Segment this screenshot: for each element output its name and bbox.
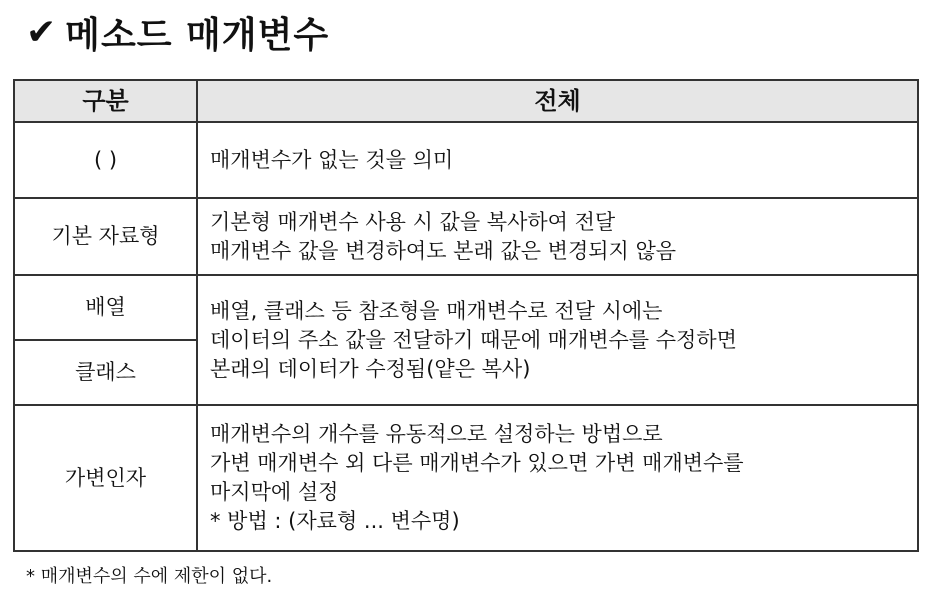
header-description: 전체 — [197, 80, 918, 122]
description-line: 가변 매개변수 외 다른 매개변수가 있으면 가변 매개변수를 — [210, 451, 744, 475]
header-category: 구분 — [14, 80, 197, 122]
row-category: 배열 — [14, 275, 197, 340]
checkmark-icon: ✔ — [26, 11, 58, 53]
table-row — [14, 122, 918, 198]
table-row — [14, 405, 918, 551]
row-category: 클래스 — [14, 340, 197, 405]
row-category: ( ) — [14, 122, 197, 198]
row-category: 가변인자 — [14, 405, 197, 551]
description-line: 매개변수 값을 변경하여도 본래 값은 변경되지 않음 — [210, 238, 677, 263]
footnote: * 매개변수의 수에 제한이 없다. — [26, 566, 273, 587]
description-line: 데이터의 주소 값을 전달하기 때문에 매개변수를 수정하면 — [210, 327, 737, 352]
description-line: 배열, 클래스 등 참조형을 매개변수로 전달 시에는 — [210, 298, 663, 323]
table-row — [14, 275, 918, 340]
row-description — [197, 405, 918, 551]
page-title — [26, 4, 329, 60]
page-title-text: 메소드 매개변수 — [65, 14, 330, 56]
method-parameter-table — [13, 79, 919, 552]
row-description — [197, 275, 918, 405]
row-description — [197, 198, 918, 275]
description-line: * 방법 : (자료형 ... 변수명) — [210, 509, 460, 533]
table-header-row — [14, 80, 918, 122]
row-category: 기본 자료형 — [14, 198, 197, 275]
description-line: 매개변수의 개수를 유동적으로 설정하는 방법으로 — [210, 422, 663, 446]
table-row — [14, 198, 918, 275]
description-line: 본래의 데이터가 수정됨(얕은 복사) — [210, 356, 531, 381]
description-line: 마지막에 설정 — [210, 480, 339, 504]
description-line: 기본형 매개변수 사용 시 값을 복사하여 전달 — [210, 209, 616, 234]
description-line: 매개변수가 없는 것을 의미 — [210, 147, 454, 172]
row-description — [197, 122, 918, 198]
